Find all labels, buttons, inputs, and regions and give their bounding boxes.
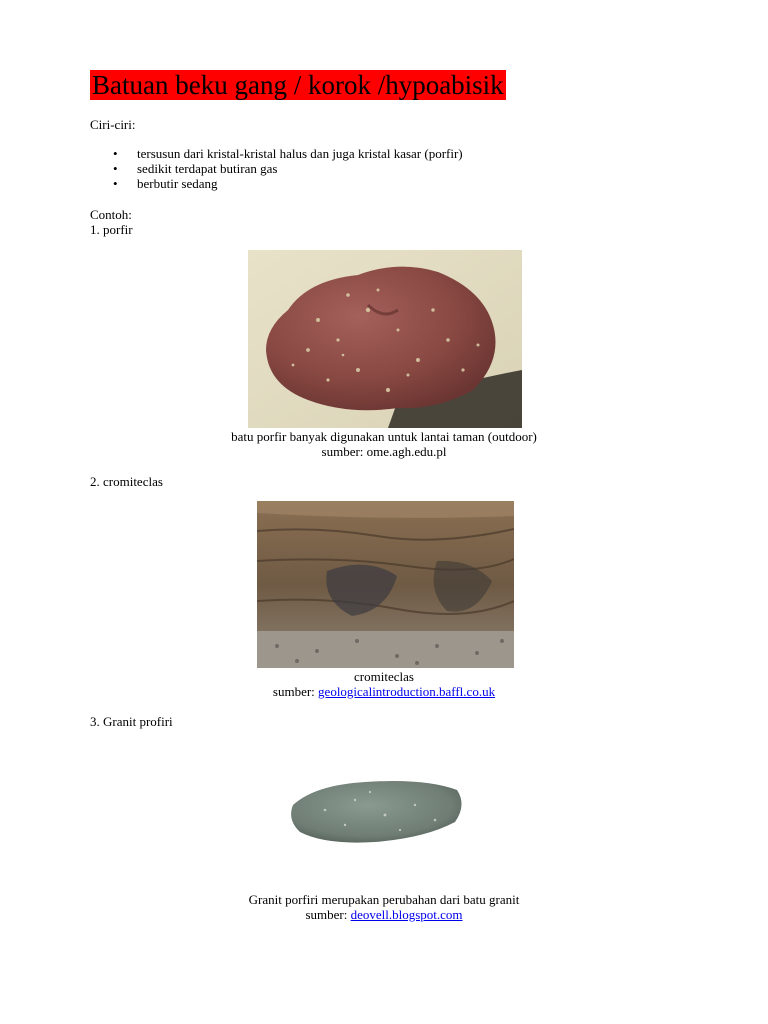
granit-source-link[interactable]: deovell.blogspot.com <box>350 907 463 922</box>
example-heading-porfir: 1. porfir <box>90 222 133 237</box>
source-prefix: sumber: <box>272 684 319 699</box>
cromiteclas-outcrop-image <box>257 501 514 668</box>
example-heading-cromiteclas: 2. cromiteclas <box>90 474 163 489</box>
porfir-caption: batu porfir banyak digunakan untuk lantai taman (outdoor) <box>231 429 537 444</box>
porfir-source: sumber: ome.agh.edu.pl <box>321 444 447 459</box>
page-title: Batuan beku gang / korok /hypoabisik <box>92 70 504 100</box>
ciri-label: Ciri-ciri: <box>90 117 136 132</box>
list-item: • tersusun dari kristal-kristal halus dan juga kristal kasar (porfir) <box>113 146 463 161</box>
example-heading-granit: 3. Granit profiri <box>90 714 173 729</box>
characteristics-list <box>113 146 463 191</box>
granit-porfiri-image <box>285 770 470 852</box>
cromiteclas-source <box>0 684 768 699</box>
list-item: • sedikit terdapat butiran gas <box>113 161 463 176</box>
granit-caption: Granit porfiri merupakan perubahan dari batu granit <box>248 892 520 907</box>
cromiteclas-source-link[interactable]: geologicalintroduction.baffl.co.uk <box>318 684 496 699</box>
cromiteclas-caption: cromiteclas <box>354 669 414 684</box>
granit-source <box>0 907 768 922</box>
list-item: • berbutir sedang <box>113 176 463 191</box>
contoh-label: Contoh: <box>90 207 132 222</box>
source-prefix: sumber: <box>305 907 351 922</box>
porfir-rock-image <box>248 250 522 428</box>
